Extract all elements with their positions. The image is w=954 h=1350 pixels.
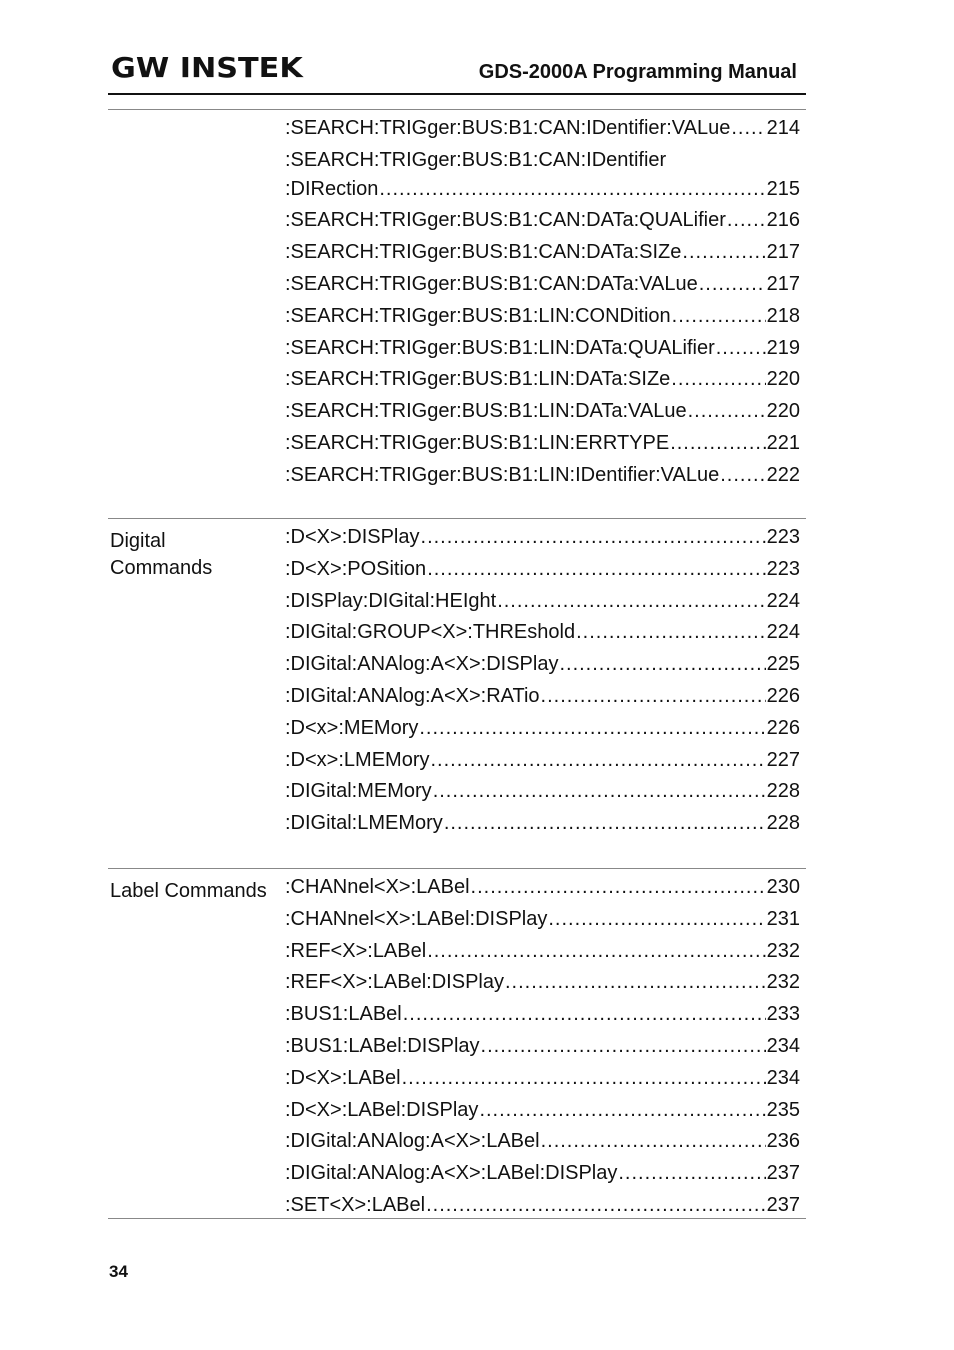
dot-leader [548, 904, 765, 936]
entry-page: 226 [766, 684, 800, 707]
toc-entry[interactable] [285, 237, 800, 269]
entry-name: :SEARCH:TRIGger:BUS:B1:LIN:DATa:SIZe [285, 368, 671, 391]
dot-leader [720, 460, 765, 492]
dot-leader [430, 745, 765, 777]
dot-leader [479, 1095, 765, 1127]
dot-leader [379, 174, 765, 206]
dot-leader [699, 269, 766, 301]
toc-entries [285, 872, 800, 1222]
header-rule [108, 93, 806, 95]
dot-leader [618, 1158, 765, 1190]
toc-entry[interactable] [285, 1190, 800, 1222]
toc-entry[interactable] [285, 586, 800, 618]
entry-name: :DIGital:GROUP<X>:THREshold [285, 621, 576, 644]
entry-name: :DIGital:ANAlog:A<X>:LABel [285, 1130, 540, 1153]
entry-name: :BUS1:LABel [285, 1003, 402, 1026]
entry-page: 223 [766, 557, 800, 580]
section-label: Digital Commands [110, 530, 213, 579]
gw-instek-logo [111, 51, 303, 84]
dot-leader [433, 776, 766, 808]
dot-leader [688, 396, 766, 428]
dot-leader [541, 681, 766, 713]
entry-page: 228 [766, 780, 800, 803]
entry-page: 237 [766, 1162, 800, 1185]
dot-leader [419, 713, 765, 745]
entry-page: 220 [766, 400, 800, 423]
dot-leader [421, 522, 766, 554]
entry-page: 215 [766, 177, 800, 200]
entry-page: 234 [766, 1034, 800, 1057]
entry-page: 232 [766, 939, 800, 962]
toc-entry[interactable] [285, 872, 800, 904]
entry-name: :D<X>:LABel [285, 1066, 401, 1089]
entry-name: :D<X>:DISPlay [285, 526, 420, 548]
entry-name: :D<X>:LABel:DISPlay [285, 1098, 479, 1121]
toc-entry[interactable] [285, 396, 800, 428]
toc-entry[interactable] [285, 936, 800, 968]
entry-name: :DIGital:LMEMory [285, 812, 443, 835]
entry-name: :D<x>:LMEMory [285, 748, 430, 771]
toc-entry[interactable] [285, 522, 800, 554]
toc-entry[interactable] [285, 745, 800, 777]
toc-entry[interactable] [285, 428, 800, 460]
toc-entries [285, 113, 800, 492]
entry-page: 234 [766, 1066, 800, 1089]
toc-entry[interactable] [285, 205, 800, 237]
toc-entry[interactable] [285, 1031, 800, 1063]
entry-page: 231 [766, 907, 800, 930]
toc-entry[interactable] [285, 999, 800, 1031]
toc-entry[interactable] [285, 776, 800, 808]
dot-leader [497, 586, 765, 618]
entry-page: 224 [766, 621, 800, 644]
entry-name: :DIGital:ANAlog:A<X>:DISPlay [285, 653, 559, 676]
toc-entry[interactable] [285, 174, 800, 206]
toc-entry[interactable] [285, 1095, 800, 1127]
entry-name: :SEARCH:TRIGger:BUS:B1:CAN:DATa:VALue [285, 272, 698, 295]
dot-leader [670, 428, 765, 460]
entry-name: :SEARCH:TRIGger:BUS:B1:LIN:CONDition [285, 304, 671, 327]
section-label: Label Commands [110, 880, 267, 902]
dot-leader [426, 1190, 766, 1222]
toc-entry[interactable] [285, 554, 800, 586]
dot-leader [444, 808, 766, 840]
dot-leader [559, 649, 765, 681]
entry-page: 237 [766, 1193, 800, 1216]
toc-entry[interactable] [285, 1126, 800, 1158]
entry-name: :CHANnel<X>:LABel:DISPlay [285, 907, 548, 930]
toc-entry[interactable] [285, 364, 800, 396]
entry-page: 233 [766, 1003, 800, 1026]
entry-name: :SEARCH:TRIGger:BUS:B1:CAN:DATa:QUALifier [285, 209, 726, 232]
dot-leader [427, 554, 765, 586]
entry-name: :REF<X>:LABel [285, 939, 427, 962]
entry-name: :DIGital:MEMory [285, 780, 432, 803]
entry-name: :DIGital:ANAlog:A<X>:RATio [285, 684, 540, 707]
entry-page: 216 [766, 209, 800, 232]
entry-name: :D<x>:MEMory [285, 716, 419, 739]
entry-page: 224 [766, 589, 800, 612]
entry-page: 223 [766, 526, 800, 548]
entry-page: 217 [766, 272, 800, 295]
dot-leader [671, 364, 765, 396]
toc-entry[interactable] [285, 269, 800, 301]
entry-name: :SEARCH:TRIGger:BUS:B1:LIN:ERRTYPE [285, 431, 670, 454]
entry-name: :SEARCH:TRIGger:BUS:B1:LIN:DATa:VALue [285, 400, 687, 423]
dot-leader [716, 333, 766, 365]
entry-name: :SEARCH:TRIGger:BUS:B1:LIN:IDentifier:VALue [285, 463, 720, 486]
toc-entry[interactable] [285, 904, 800, 936]
entry-name: :REF<X>:LABel:DISPlay [285, 971, 504, 994]
dot-leader [403, 999, 766, 1031]
entry-name: :SEARCH:TRIGger:BUS:B1:CAN:IDentifier:VALue [285, 117, 731, 139]
entry-page: 235 [766, 1098, 800, 1121]
entry-name: :DISPlay:DIGital:HEIght [285, 589, 497, 612]
toc-entry-line1[interactable]: :SEARCH:TRIGger:BUS:B1:CAN:IDentifier [285, 148, 667, 171]
toc-entry[interactable] [285, 967, 800, 999]
dot-leader [481, 1031, 766, 1063]
dot-leader [727, 205, 766, 237]
entry-page: 214 [766, 117, 800, 139]
toc-entry[interactable] [285, 808, 800, 840]
logo-text: GW INSTEK [111, 51, 303, 84]
toc-entry[interactable] [285, 333, 800, 365]
header-subrule [108, 109, 806, 110]
entry-name: :CHANnel<X>:LABel [285, 876, 470, 898]
dot-leader [682, 237, 765, 269]
entry-name: :DIRection [285, 177, 379, 200]
entry-page: 222 [766, 463, 800, 486]
entry-page: 228 [766, 812, 800, 835]
dot-leader [541, 1126, 766, 1158]
entry-name: :BUS1:LABel:DISPlay [285, 1034, 480, 1057]
toc-entry[interactable] [285, 113, 800, 145]
page-number: 34 [109, 1262, 128, 1281]
toc-entry[interactable] [285, 617, 800, 649]
dot-leader [731, 113, 765, 145]
entry-page: 230 [766, 876, 800, 898]
entry-name: :DIGital:ANAlog:A<X>:LABel:DISPlay [285, 1162, 618, 1185]
dot-leader [402, 1063, 766, 1095]
entry-page: 236 [766, 1130, 800, 1153]
toc-entries [285, 522, 800, 840]
toc-entry[interactable] [285, 460, 800, 492]
entry-page: 221 [766, 431, 800, 454]
toc-entry[interactable] [285, 713, 800, 745]
section-divider [108, 518, 806, 519]
dot-leader [427, 936, 765, 968]
entry-page: 226 [766, 716, 800, 739]
entry-page: 219 [766, 336, 800, 359]
dot-leader [505, 967, 766, 999]
entry-page: 232 [766, 971, 800, 994]
entry-name: :SEARCH:TRIGger:BUS:B1:LIN:DATa:QUALifier [285, 336, 715, 359]
dot-leader [672, 301, 766, 333]
entry-name: :SEARCH:TRIGger:BUS:B1:CAN:DATa:SIZe [285, 241, 682, 264]
entry-name: :D<X>:POSition [285, 557, 427, 580]
bottom-divider [108, 1218, 806, 1219]
dot-leader [576, 617, 766, 649]
toc-entry[interactable] [285, 649, 800, 681]
manual-title: GDS-2000A Programming Manual [478, 61, 797, 83]
entry-name: :SET<X>:LABel [285, 1193, 426, 1216]
entry-page: 225 [766, 653, 800, 676]
entry-page: 220 [766, 368, 800, 391]
entry-page: 218 [766, 304, 800, 327]
toc-entry[interactable] [285, 1158, 800, 1190]
toc-entry[interactable] [285, 681, 800, 713]
entry-page: 217 [766, 241, 800, 264]
dot-leader [471, 872, 766, 904]
section-divider [108, 868, 806, 869]
entry-page: 227 [766, 748, 800, 771]
toc-entry[interactable] [285, 301, 800, 333]
toc-entry[interactable] [285, 1063, 800, 1095]
